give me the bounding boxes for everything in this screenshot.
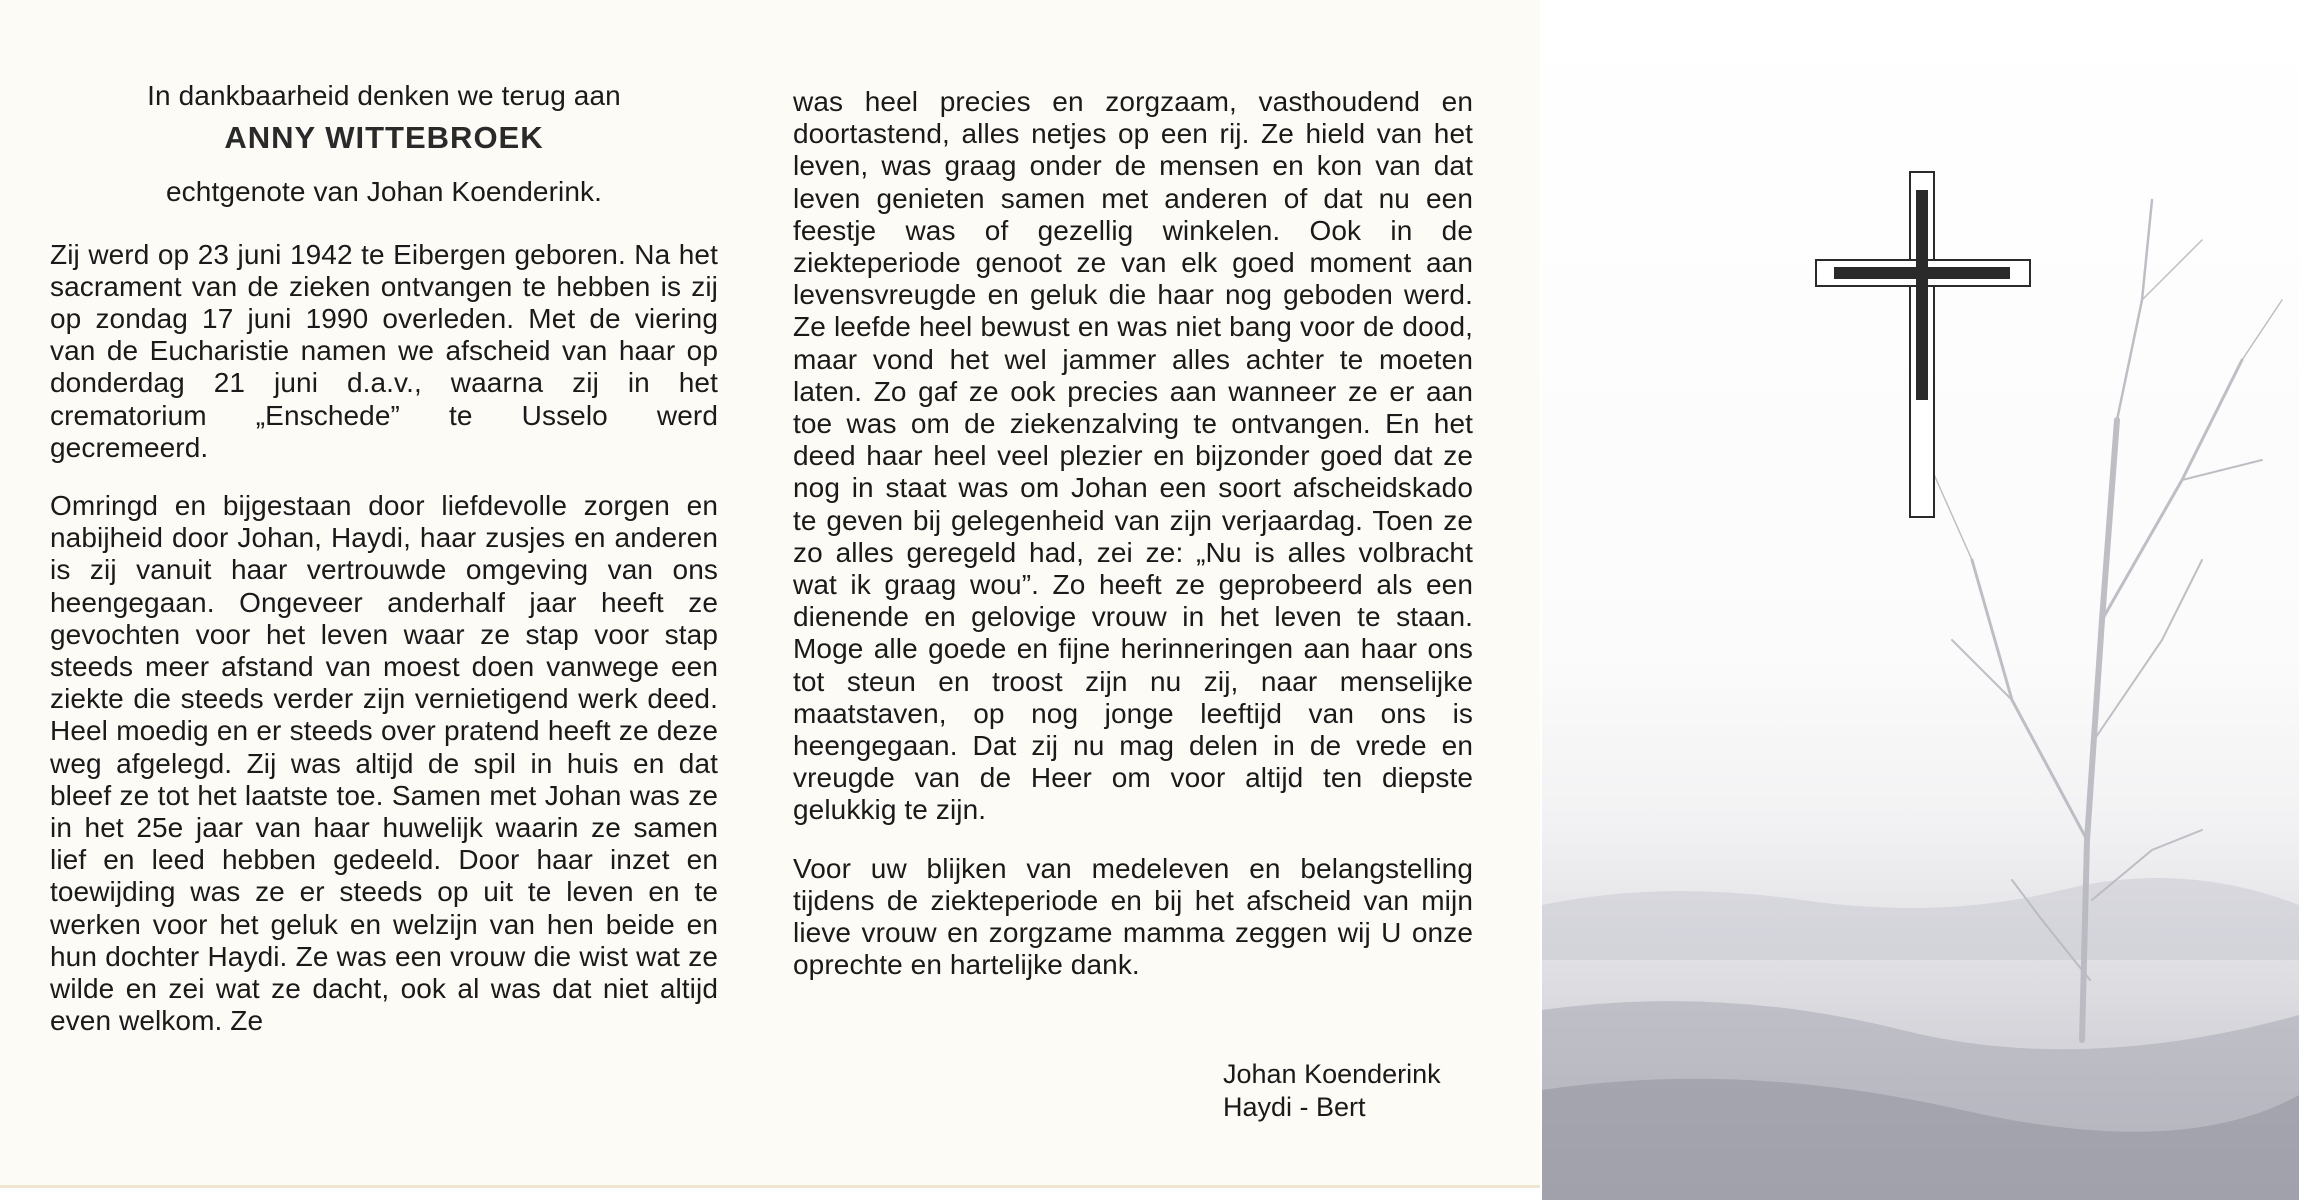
continued-paragraph: was heel precies en zorgzaam, vasthoudend en doortastend, alles netjes op een rij. Ze hield van het leven, was graag onder de mensen en kon van dat leven genieten samen met anderen of dat nu een feestje was of gezellig winkelen. Ook in de ziekteperiode genoot ze van elk goed moment aan levensvreugde en geluk die haar nog geboden werd. Ze leefde heel bewust en was niet bang voor de dood, maar vond het wel jammer alles achter te moeten laten. Zo gaf ze ook precies aan wanneer ze er aan toe was om de ziekenzalving te ontvangen. En het deed haar heel veel plezier en bijzonder goed dat ze nog in staat was om Johan een soort afscheidskado te geven bij gelegenheid van zijn verjaardag. Toen ze zo alles geregeld had, zei ze: „Nu is alles volbracht wat ik graag wou”. Zo heeft ze geprobeerd als een dienende en gelovige vrouw in het leven te staan. Moge alle goede en fijne herinneringen aan haar ons tot steun en troost zijn nu zij, naar menselijke maatstaven, op nog jonge leeftijd van ons is heengegaan. Dat zij nu mag delen in de vrede en vreugde van de Heer om voor altijd ten diepste gelukkig te zijn. — [793, 86, 1473, 826]
life-paragraph: Omringd en bijgestaan door liefdevolle zorgen en nabijheid door Johan, Haydi, haar zusjes en anderen is zij vanuit haar vertrouwde omgeving van ons heengegaan. Ongeveer anderhalf jaar heeft ze gevochten voor het leven waar ze stap voor stap steeds meer afstand van moest doen vanwege een ziekte die steeds verder zijn vernietigend werk deed. Heel moedig en er steeds over pratend heeft ze deze weg afgelegd. Zij was altijd de spil in huis en dat bleef ze tot het laatste toe. Samen met Johan was ze in het 25e jaar van haar huwelijk waarin ze samen lief en leed hebben gedeeld. Door haar inzet en toewijding was ze er steeds op uit te leven en te werken voor het geluk en welzijn van hen beide en hun dochter Haydi. Ze was een vrouw die wist wat ze wilde en zei wat ze dacht, ook al was dat niet altijd even welkom. Ze — [50, 490, 718, 1037]
left-column — [50, 80, 718, 1037]
spouse-line: echtgenote van Johan Koenderink. — [166, 176, 602, 208]
cross-icon — [1816, 172, 2030, 517]
signature — [1223, 1058, 1441, 1124]
winter-tree-image — [1542, 0, 2299, 1200]
winter-landscape-photo — [1542, 0, 2299, 1200]
signature-line-1: Johan Koenderink — [1223, 1059, 1441, 1089]
deceased-name: ANNY WITTEBROEK — [224, 120, 544, 156]
birth-paragraph: Zij werd op 23 juni 1942 te Eibergen geboren. Na het sacrament van de zieken ontvangen te hebben is zij op zondag 17 juni 1990 overleden. Met de viering van de Eucharistie namen we afscheid van haar op donderdag 21 juni d.a.v., waarna zij in het crematorium „Enschede” te Usselo werd gecremeerd. — [50, 238, 718, 463]
right-column — [793, 86, 1473, 981]
intro-line: In dankbaarheid denken we terug aan — [147, 80, 621, 111]
signature-line-2: Haydi - Bert — [1223, 1092, 1366, 1122]
thanks-paragraph: Voor uw blijken van medeleven en belangstelling tijdens de ziekteperiode en bij het afscheid van mijn lieve vrouw en zorgzame mamma zeggen wij U onze oprechte en hartelijke dank. — [793, 852, 1473, 981]
